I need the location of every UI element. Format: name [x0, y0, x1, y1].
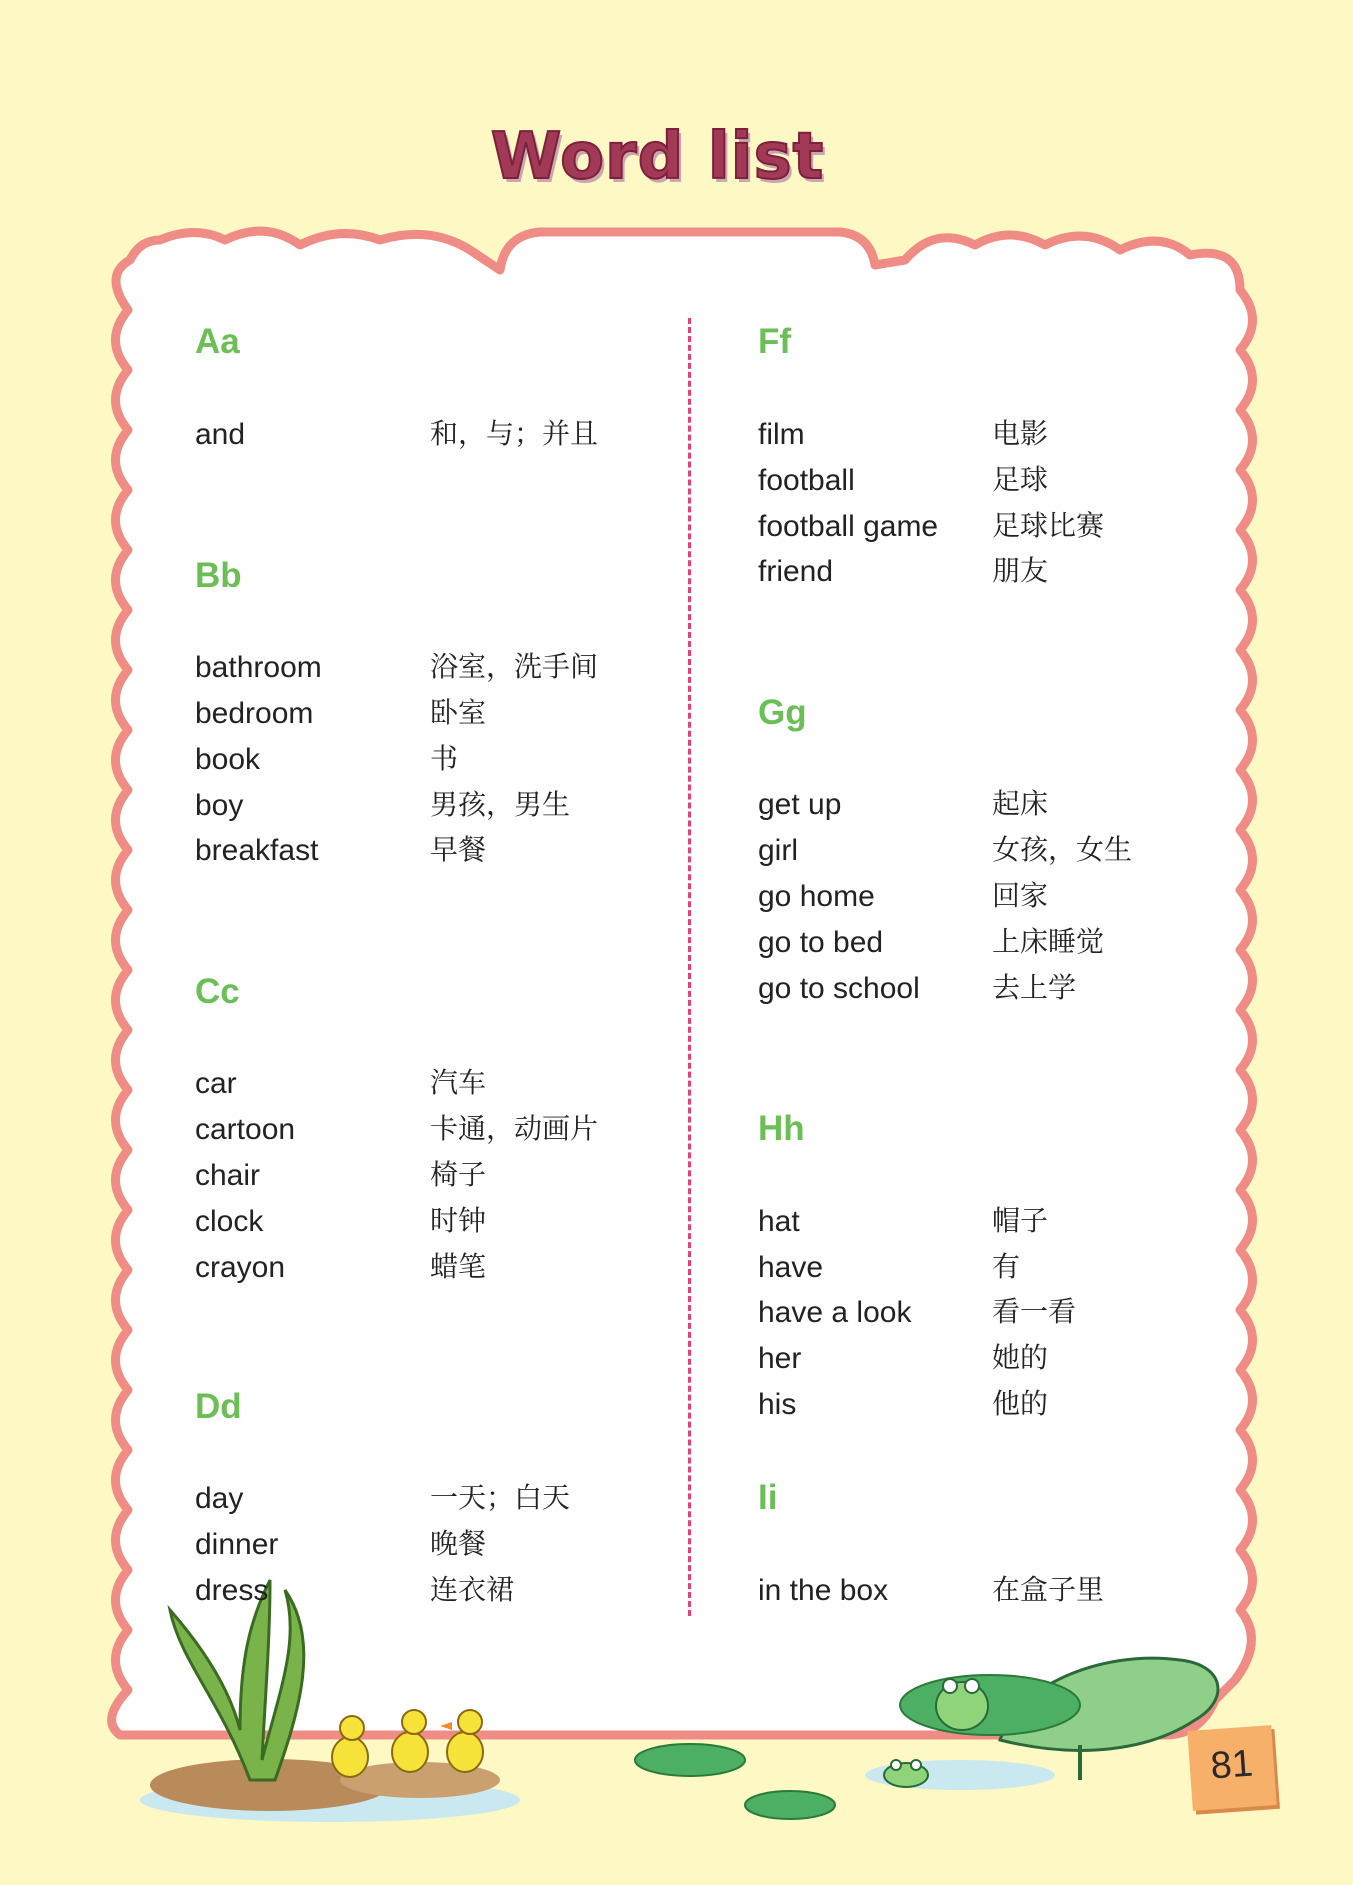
word-english: hat — [758, 1205, 800, 1238]
page-number: 81 — [1209, 1742, 1255, 1788]
word-chinese: 上床睡觉 — [992, 925, 1105, 958]
word-chinese: 连衣裙 — [430, 1573, 515, 1606]
word-english: go to school — [758, 972, 920, 1005]
word-english: clock — [195, 1205, 264, 1238]
letter-heading-d: Dd — [195, 1387, 242, 1426]
frog — [884, 1760, 928, 1787]
letter-heading-a: Aa — [195, 322, 240, 361]
word-chinese: 浴室，洗手间 — [430, 650, 599, 683]
word-english: friend — [758, 555, 834, 588]
word-chinese: 电影 — [992, 417, 1049, 450]
word-chinese: 帽子 — [992, 1204, 1049, 1237]
word-chinese: 朋友 — [992, 554, 1049, 587]
word-chinese: 早餐 — [430, 833, 487, 866]
word-english: bathroom — [195, 651, 322, 684]
word-english: crayon — [195, 1251, 286, 1284]
word-english: car — [195, 1067, 237, 1100]
letter-heading-f: Ff — [758, 322, 792, 361]
letter-heading-c: Cc — [195, 972, 240, 1011]
letter-heading-h: Hh — [758, 1109, 805, 1148]
letter-heading-b: Bb — [195, 556, 242, 595]
word-english: her — [758, 1342, 802, 1375]
word-english: football game — [758, 510, 939, 543]
letter-heading-i: Ii — [758, 1478, 778, 1517]
word-english: in the box — [758, 1574, 889, 1607]
word-english: have a look — [758, 1296, 912, 1329]
word-chinese: 足球比赛 — [992, 509, 1105, 542]
word-chinese: 在盒子里 — [992, 1573, 1105, 1606]
word-chinese: 蜡笔 — [430, 1250, 487, 1283]
word-english: day — [195, 1482, 244, 1515]
frame-border — [112, 231, 1253, 1735]
word-english: cartoon — [195, 1113, 296, 1146]
word-english: girl — [758, 834, 799, 867]
word-chinese: 足球 — [992, 463, 1049, 496]
word-chinese: 去上学 — [992, 971, 1077, 1004]
word-chinese: 和，与；并且 — [430, 417, 599, 450]
letter-heading-g: Gg — [758, 693, 807, 732]
word-english: his — [758, 1388, 797, 1421]
page-title: Word list — [490, 120, 825, 194]
word-chinese: 看一看 — [992, 1295, 1077, 1328]
word-english: book — [195, 743, 261, 776]
word-chinese: 时钟 — [430, 1204, 487, 1237]
word-chinese: 卧室 — [430, 696, 487, 729]
lily-pad — [900, 1675, 1080, 1735]
word-english: go to bed — [758, 926, 884, 959]
word-english: boy — [195, 789, 244, 822]
word-chinese: 有 — [992, 1250, 1021, 1283]
word-english: go home — [758, 880, 875, 913]
lily-pad — [745, 1791, 835, 1819]
word-english: bedroom — [195, 697, 314, 730]
word-chinese: 汽车 — [430, 1066, 487, 1099]
word-english: football — [758, 464, 855, 497]
word-chinese: 一天；白天 — [430, 1481, 571, 1514]
word-chinese: 女孩，女生 — [992, 833, 1133, 866]
word-english: and — [195, 418, 246, 451]
word-chinese: 椅子 — [430, 1158, 487, 1191]
word-chinese: 卡通，动画片 — [430, 1112, 599, 1145]
lily-pad — [635, 1744, 745, 1776]
word-chinese: 晚餐 — [430, 1527, 487, 1560]
word-chinese: 回家 — [992, 879, 1049, 912]
column-divider — [688, 318, 691, 1616]
word-english: get up — [758, 788, 842, 821]
page-number-tab — [1187, 1725, 1276, 1811]
word-chinese: 她的 — [992, 1341, 1049, 1374]
word-chinese: 起床 — [992, 787, 1049, 820]
word-english: dinner — [195, 1528, 279, 1561]
word-english: have — [758, 1251, 824, 1284]
word-chinese: 男孩，男生 — [430, 788, 571, 821]
word-chinese: 书 — [430, 742, 459, 775]
word-english: film — [758, 418, 805, 451]
word-english: chair — [195, 1159, 261, 1192]
word-english: dress — [195, 1574, 269, 1607]
word-english: breakfast — [195, 834, 319, 867]
word-chinese: 他的 — [992, 1387, 1049, 1420]
